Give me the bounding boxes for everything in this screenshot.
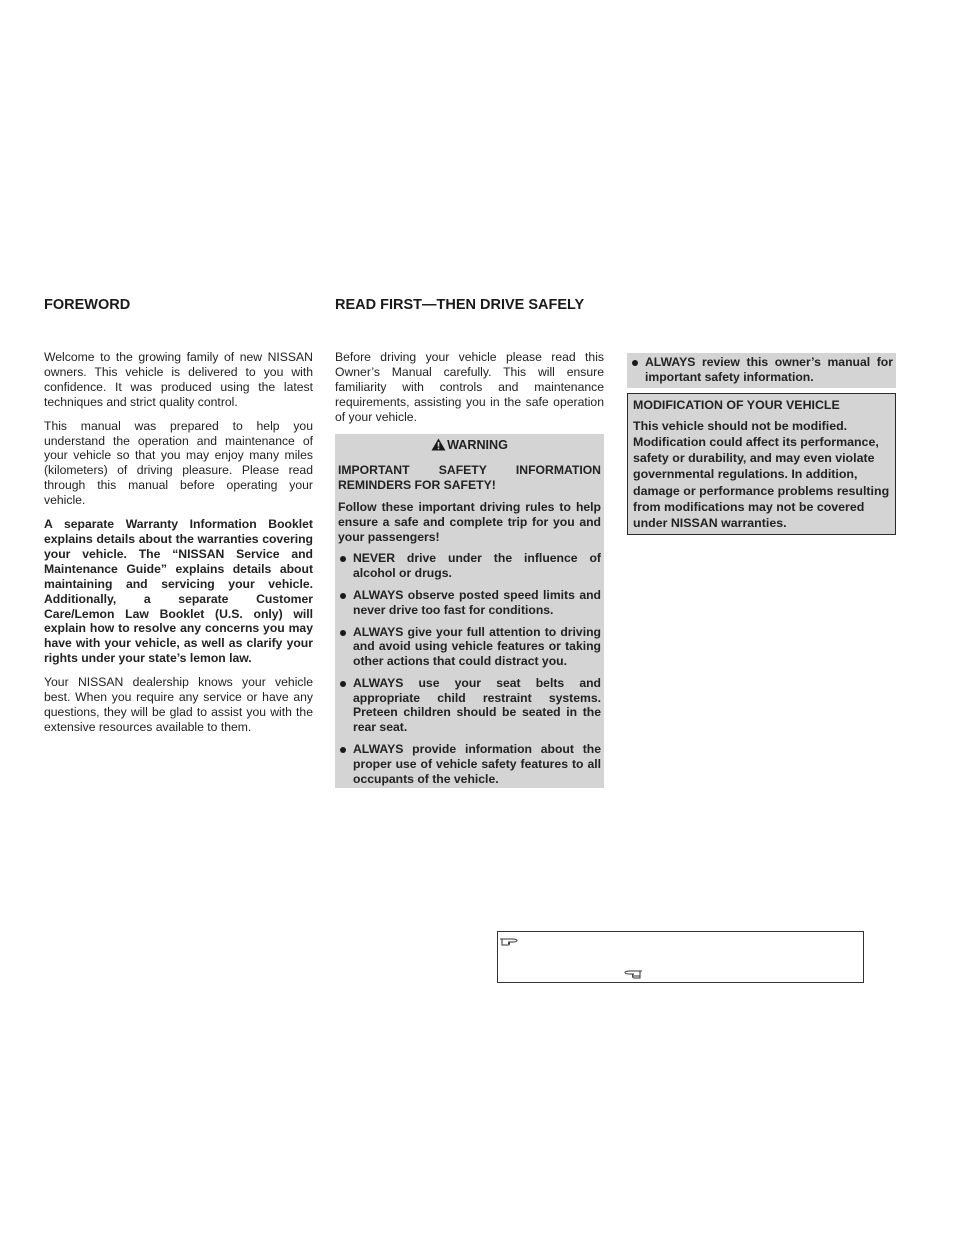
foreword-heading: FOREWORD	[44, 297, 131, 313]
list-item	[338, 588, 601, 618]
modification-title: MODIFICATION OF YOUR VEHICLE	[633, 397, 840, 412]
bullet-text: NEVER drive under the influence of alcohol or drugs.	[353, 551, 601, 581]
pointing-hand-right-icon[interactable]	[499, 934, 519, 952]
modification-text: This vehicle should not be modified. Modification could affect its performance, safety or durability, and may even violate governmental regulations. In addition, damage or performance problems resulting from modifications may not be covered under NISSAN warranties.	[633, 418, 890, 531]
warning-lead: Follow these important driving rules to help ensure a safe and complete trip for you and your passengers!	[338, 499, 601, 544]
warning-triangle-icon	[431, 438, 446, 455]
bullet-icon	[340, 747, 346, 753]
bullet-icon	[340, 593, 346, 599]
pointing-hand-left-icon[interactable]	[623, 967, 643, 985]
warning-box	[335, 434, 604, 789]
foreword-paragraph-welcome: Welcome to the growing family of new NISSAN owners. This vehicle is delivered to you with confidence. It was produced using the latest techniques and strict quality control.	[44, 350, 313, 409]
bullet-text: ALWAYS use your seat belts and appropriate child restraint systems. Preteen children should be seated in the rear seat.	[353, 675, 601, 735]
foreword-column	[44, 350, 313, 744]
warning-label: WARNING	[447, 437, 508, 452]
bullet-text: ALWAYS give your full attention to driving and avoid using vehicle features or taking other actions that could distract you.	[353, 624, 601, 669]
bullet-text: ALWAYS provide information about the proper use of vehicle safety features to all occupants of the vehicle.	[353, 742, 601, 786]
bullet-text: ALWAYS review this owner’s manual for important safety information.	[645, 355, 893, 384]
foreword-paragraph-dealership: Your NISSAN dealership knows your vehicle best. When you require any service or have any questions, they will be glad to assist you with the extensive resources available to them.	[44, 675, 313, 734]
list-item	[338, 676, 601, 735]
safety-column	[627, 353, 896, 535]
list-item	[338, 625, 601, 669]
bullet-icon	[340, 630, 346, 636]
continued-bullet-list	[630, 355, 893, 385]
warning-header	[338, 438, 601, 455]
bullet-icon	[340, 556, 346, 562]
bullet-icon	[340, 681, 346, 687]
continued-warning-box	[627, 353, 896, 388]
read-first-heading: READ FIRST—THEN DRIVE SAFELY	[335, 297, 585, 313]
bullet-text: ALWAYS observe posted speed limits and never drive too fast for conditions.	[353, 587, 601, 617]
page-navigation-box	[497, 931, 864, 983]
bullet-icon	[632, 360, 638, 366]
warning-bullet-list	[338, 551, 601, 786]
read-first-column	[335, 350, 604, 788]
foreword-paragraph-warranty: A separate Warranty Information Booklet explains details about the warranties covering your vehicle. The “NISSAN Service and Maintenance Guide” explains details about maintaining and servicing your vehicle. Additionally, a separate Customer Care/Lemon Law Booklet (U.S. only) will explain how to resolve any concerns you may have with your vehicle, as well as clarify your rights under your state’s lemon law.	[44, 517, 313, 666]
list-item	[338, 551, 601, 581]
modification-box	[627, 393, 896, 536]
list-item	[630, 355, 893, 385]
warning-title: IMPORTANT SAFETY INFORMATION REMINDERS FOR SAFETY!	[338, 463, 601, 493]
list-item	[338, 742, 601, 786]
foreword-paragraph-manual: This manual was prepared to help you understand the operation and maintenance of your vehicle so that you may enjoy many miles (kilometers) of driving pleasure. Please read through this manual before operating your vehicle.	[44, 418, 313, 508]
read-first-intro: Before driving your vehicle please read this Owner’s Manual carefully. This will ensure familiarity with controls and maintenance requirements, assisting you in the safe operation of your vehicle.	[335, 350, 604, 424]
